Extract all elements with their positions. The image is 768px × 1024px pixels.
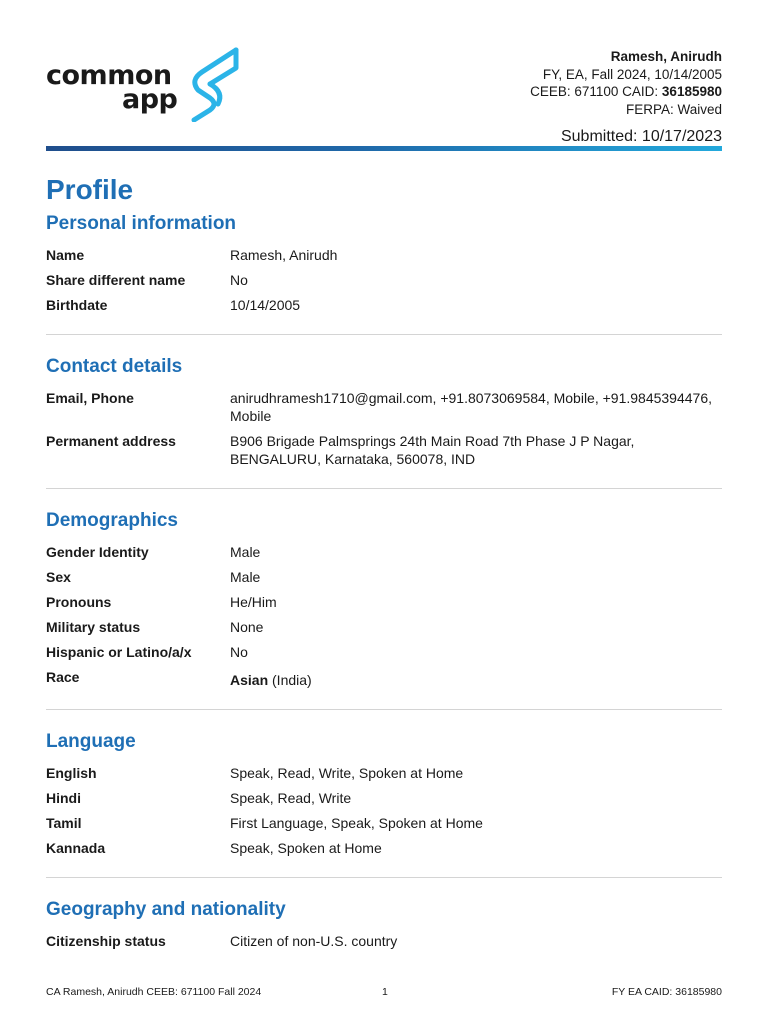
page-title: Profile xyxy=(46,174,134,205)
row-value: No xyxy=(230,272,248,288)
personal-section xyxy=(46,246,722,314)
section-divider xyxy=(46,709,722,710)
contact-section xyxy=(46,389,722,468)
footer-left: CA Ramesh, Anirudh CEEB: 671100 Fall 2024 xyxy=(46,986,262,998)
race-primary: Asian xyxy=(230,672,269,688)
row-value: Speak, Spoken at Home xyxy=(230,840,382,856)
detail-row xyxy=(46,789,722,807)
applicant-term: FY, EA, Fall 2024, 10/14/2005 xyxy=(542,66,722,82)
applicant-name: Ramesh, Anirudh xyxy=(610,49,722,64)
row-label: Citizenship status xyxy=(46,933,166,949)
row-label: Hispanic or Latino/a/x xyxy=(46,644,192,660)
section-title-demographics: Demographics xyxy=(46,510,178,531)
row-label: Race xyxy=(46,669,80,685)
header-rule xyxy=(46,146,722,151)
detail-row xyxy=(46,296,722,314)
row-value: None xyxy=(230,619,264,635)
row-value: He/Him xyxy=(230,594,277,610)
detail-row xyxy=(46,389,722,425)
detail-row xyxy=(46,618,722,636)
detail-row xyxy=(46,764,722,782)
section-divider xyxy=(46,877,722,878)
row-value: Ramesh, Anirudh xyxy=(230,247,338,263)
logo-text-common: common xyxy=(46,60,172,91)
row-label: Kannada xyxy=(46,840,106,856)
section-title-language: Language xyxy=(46,731,136,752)
row-label: English xyxy=(46,765,97,781)
section-title-personal: Personal information xyxy=(46,213,237,234)
row-value: Citizen of non-U.S. country xyxy=(230,933,398,949)
geography-section xyxy=(46,932,722,950)
language-section xyxy=(46,764,722,857)
row-label: Tamil xyxy=(46,815,82,831)
row-label: Name xyxy=(46,247,85,263)
row-value: First Language, Speak, Spoken at Home xyxy=(230,815,483,831)
demographics-section xyxy=(46,543,722,689)
detail-row xyxy=(46,932,722,950)
common-app-logo xyxy=(46,44,246,124)
row-value: Male xyxy=(230,544,261,560)
row-value: Male xyxy=(230,569,261,585)
detail-row xyxy=(46,814,722,832)
detail-row xyxy=(46,246,722,264)
section-divider xyxy=(46,334,722,335)
row-label: Permanent address xyxy=(46,433,176,449)
row-value: anirudhramesh1710@gmail.com, +91.8073069584, Mobile, +91.9845394476, Mobile xyxy=(230,390,713,424)
row-value: B906 Brigade Palmsprings 24th Main Road 7th Phase J P Nagar, BENGALURU, Karnataka, 560078, IND xyxy=(230,433,635,467)
row-label: Military status xyxy=(46,619,141,635)
footer-right: FY EA CAID: 36185980 xyxy=(611,986,722,998)
detail-row xyxy=(46,271,722,289)
detail-row xyxy=(46,593,722,611)
ceeb-text: CEEB: 671100 CAID: xyxy=(530,84,662,99)
caid-number: 36185980 xyxy=(661,84,722,99)
detail-row xyxy=(46,839,722,857)
section-divider xyxy=(46,488,722,489)
page-number: 1 xyxy=(382,986,388,998)
applicant-info xyxy=(530,48,722,118)
document-header xyxy=(46,40,722,150)
row-label: Pronouns xyxy=(46,594,112,610)
submitted-date: Submitted: 10/17/2023 xyxy=(560,128,722,145)
detail-row xyxy=(46,543,722,561)
row-label: Email, Phone xyxy=(46,390,134,406)
row-value: Speak, Read, Write, Spoken at Home xyxy=(230,765,464,781)
row-label: Hindi xyxy=(46,790,81,806)
row-value: 10/14/2005 xyxy=(230,297,301,313)
row-label: Share different name xyxy=(46,272,186,288)
race-detail: (India) xyxy=(268,672,312,688)
row-value xyxy=(230,668,722,689)
section-title-geography: Geography and nationality xyxy=(46,899,286,920)
profile-content xyxy=(46,172,722,957)
applicant-ids xyxy=(530,83,722,101)
row-label: Sex xyxy=(46,569,71,585)
logo-text-app: app xyxy=(122,84,178,115)
detail-row xyxy=(46,432,722,468)
ferpa-status: FERPA: Waived xyxy=(625,101,722,117)
row-value: No xyxy=(230,644,248,660)
row-label: Birthdate xyxy=(46,297,108,313)
section-title-contact: Contact details xyxy=(46,356,183,377)
common-app-mark-icon xyxy=(180,46,244,122)
detail-row-race xyxy=(46,668,722,689)
detail-row xyxy=(46,568,722,586)
row-value: Speak, Read, Write xyxy=(230,790,352,806)
detail-row xyxy=(46,643,722,661)
row-label: Gender Identity xyxy=(46,544,149,560)
